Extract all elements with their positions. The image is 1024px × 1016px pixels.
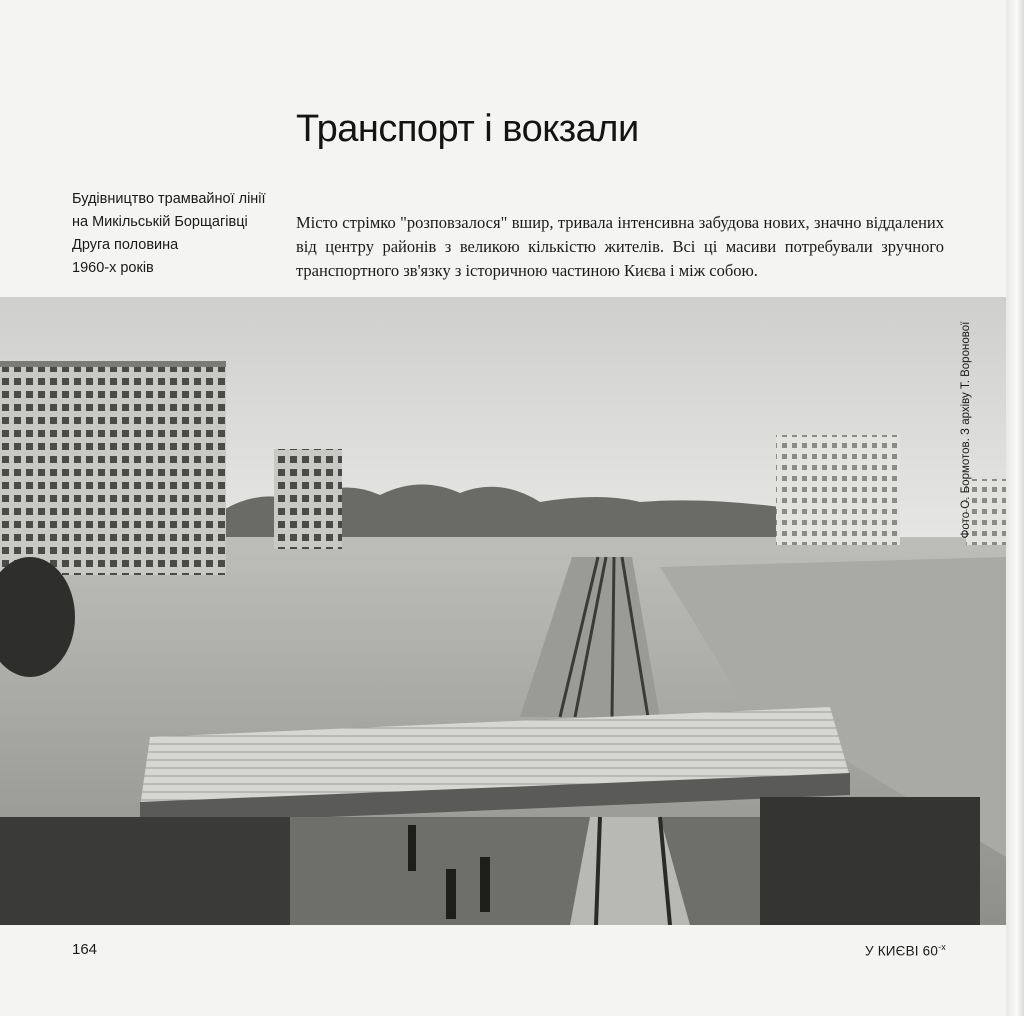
construction-photo: [0, 297, 1006, 925]
running-title-text: У КИЄВІ 60: [864, 943, 939, 959]
photo-caption: [72, 188, 272, 280]
intro-paragraph: Місто стрімко "розповзалося" вшир, тривала інтенсивна забудова нових, значно віддалених від центру районів з великою кількістю жителів. Всі ці масиви потребували зручного транспортного зв'язку з історичною частиною Києва і між собою.: [296, 213, 944, 280]
photo-credit: Фото О. Бормотов. З архіву Т. Воронової: [960, 321, 972, 539]
photo-illustration: [0, 297, 1006, 925]
page-title: Транспорт і вокзали: [296, 108, 639, 150]
running-title-suffix: -х: [938, 942, 946, 952]
page-number: 164: [72, 941, 98, 958]
caption-line: Друга половина: [72, 237, 179, 253]
running-title: [865, 942, 946, 959]
caption-line: на Микільській Борщагівці: [72, 214, 248, 230]
caption-line: 1960-х років: [72, 260, 154, 276]
caption-line: Будівництво трамвайної лінії: [72, 191, 266, 207]
page-edge-shadow: [1006, 0, 1024, 1016]
